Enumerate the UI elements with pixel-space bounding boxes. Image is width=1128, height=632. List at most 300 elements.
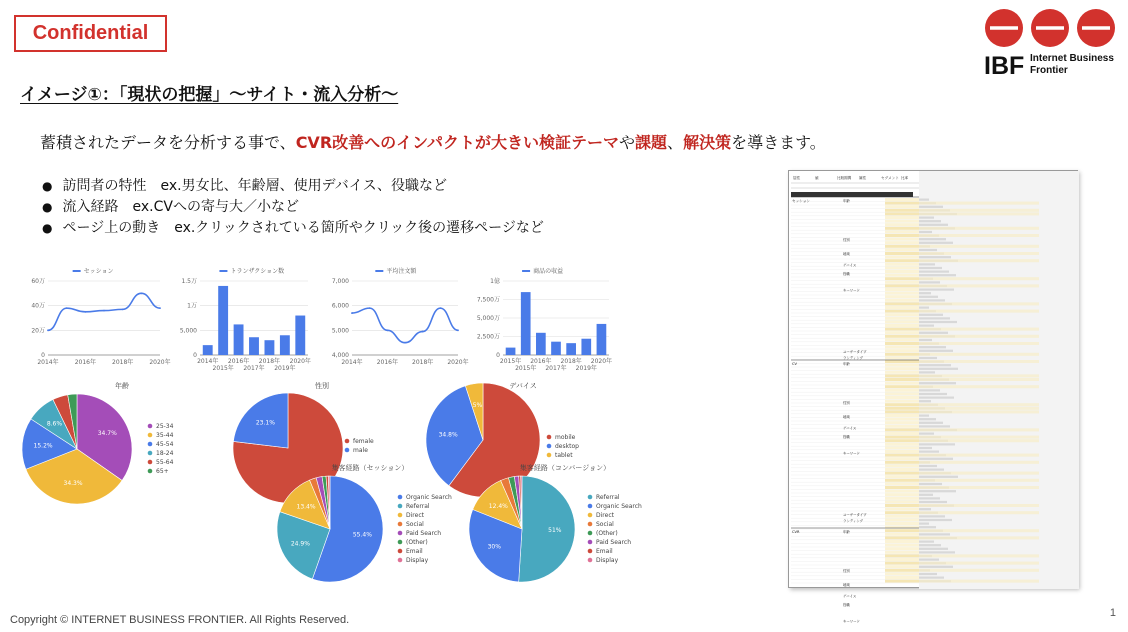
- bar: [521, 292, 531, 355]
- report-blur-bar: [919, 397, 954, 399]
- report-highlight: [919, 302, 1039, 305]
- report-cell: [885, 504, 919, 507]
- chart-title: 性別: [315, 382, 329, 390]
- report-cell: [885, 227, 919, 230]
- legend-swatch: [148, 442, 153, 447]
- legend-label: (Other): [596, 530, 618, 538]
- report-highlight: [919, 378, 1039, 381]
- report-row-label: 地域: [843, 583, 850, 588]
- bar: [249, 337, 259, 355]
- legend-swatch: [547, 444, 552, 449]
- sessions-line-chart: [24, 262, 176, 374]
- report-blur-bar: [919, 573, 937, 575]
- legend-swatch: [398, 495, 403, 500]
- y-tick-label: 1万: [187, 302, 197, 310]
- series-line: [352, 308, 458, 343]
- chart-title: 集客経路（コンバージョン）: [519, 464, 611, 472]
- report-blur-bar: [919, 292, 931, 294]
- report-cell: [885, 349, 919, 352]
- report-cell: [885, 500, 919, 503]
- report-cell: [885, 270, 919, 273]
- report-cell: [885, 410, 919, 413]
- legend-label: Organic Search: [406, 494, 452, 502]
- report-blur-bar: [919, 433, 934, 435]
- report-blur-bar: [919, 400, 931, 402]
- report-cell: [885, 439, 919, 442]
- report-highlight: [919, 529, 1039, 532]
- report-highlight: [919, 472, 1039, 475]
- ibf-logo: [982, 8, 1118, 78]
- report-cell: [885, 378, 919, 381]
- report-cell: [885, 223, 919, 226]
- report-blur-bar: [919, 321, 957, 323]
- report-blur-bar: [919, 551, 955, 553]
- report-header: 属性: [859, 176, 867, 180]
- data-point: [66, 307, 68, 309]
- report-header: セグメント: [881, 176, 899, 180]
- report-cell: [885, 576, 919, 579]
- legend-label: (Other): [406, 539, 428, 547]
- report-row-label: 性別: [843, 401, 850, 406]
- report-cell: [885, 292, 919, 295]
- report-cell: [885, 403, 919, 406]
- report-header: 屈性: [793, 176, 801, 180]
- x-tick-label: 2014年: [197, 358, 219, 365]
- legend-swatch: [588, 531, 593, 536]
- report-cell: [885, 313, 919, 316]
- bullet-item: ● 訪問者の特性 ex.男女比、年齢層、使用デバイス、役職など: [42, 176, 544, 197]
- slice-label: 13.4%: [296, 503, 316, 511]
- report-blur-bar: [919, 465, 937, 467]
- report-blur-bar: [919, 422, 943, 424]
- x-tick-label: 2016年: [530, 358, 552, 365]
- legend-swatch: [398, 558, 403, 563]
- report-cell: [885, 209, 919, 212]
- report-blur-bar: [919, 263, 935, 265]
- revenue-bar-chart: [470, 262, 616, 377]
- legend-label: トランザクション数: [230, 268, 285, 275]
- report-blur-bar: [919, 476, 958, 478]
- bar: [203, 345, 213, 355]
- legend-swatch: [588, 495, 593, 500]
- report-cell: [885, 238, 919, 241]
- report-blur-bar: [919, 443, 955, 445]
- report-blur-bar: [919, 544, 941, 546]
- report-highlight: [919, 479, 1039, 482]
- report-header: 比率: [901, 176, 909, 180]
- report-blur-bar: [919, 451, 939, 453]
- report-cell: [885, 479, 919, 482]
- data-point: [140, 292, 142, 294]
- report-blur-bar: [919, 577, 944, 579]
- report-cell: [885, 572, 919, 575]
- report-cell: [885, 418, 919, 421]
- report-highlight: [919, 277, 1039, 280]
- legend-swatch: [398, 540, 403, 545]
- report-cell: [885, 464, 919, 467]
- report-cell: [885, 562, 919, 565]
- report-row-label: キーワード: [843, 619, 860, 624]
- slice-label: 34.3%: [63, 479, 83, 487]
- logo-mark: IBF: [984, 52, 1025, 80]
- pie-slice: [519, 476, 575, 582]
- y-tick-label: 0: [496, 352, 500, 359]
- report-highlight: [919, 385, 1039, 388]
- report-cell: [885, 302, 919, 305]
- legend-swatch: [398, 549, 403, 554]
- report-row-label: キーワード: [843, 288, 860, 293]
- report-cell: [885, 356, 919, 359]
- report-highlight: [919, 580, 1039, 583]
- slice-label: 51%: [548, 527, 562, 535]
- report-blur-bar: [919, 490, 956, 492]
- y-tick-label: 7,500万: [476, 296, 500, 304]
- report-cell: [885, 364, 919, 367]
- report-highlight: [919, 486, 1039, 489]
- legend-swatch: [148, 451, 153, 456]
- report-highlight: [919, 209, 1039, 212]
- report-blur-bar: [919, 541, 934, 543]
- report-cell: [885, 482, 919, 485]
- y-tick-label: 5,000: [331, 327, 349, 335]
- copyright-footer: Copyright © INTERNET BUSINESS FRONTIER. All Rights Reserved.: [10, 614, 350, 626]
- report-cell: [885, 256, 919, 259]
- report-row-label: ユーザータイプ: [843, 350, 867, 355]
- data-point: [103, 310, 105, 312]
- report-cell: [885, 198, 919, 201]
- report-blur-bar: [919, 267, 942, 269]
- report-blur-bar: [919, 497, 940, 499]
- legend-label: 45-54: [156, 441, 174, 449]
- report-cell: [885, 342, 919, 345]
- x-tick-label: 2016年: [74, 359, 96, 366]
- legend-label: 25-34: [156, 423, 174, 431]
- bar: [234, 324, 244, 355]
- report-row-label: デバイス: [843, 263, 857, 268]
- report-blur-bar: [919, 339, 932, 341]
- report-cell: [885, 306, 919, 309]
- y-tick-label: 7,000: [331, 278, 349, 285]
- bar: [506, 348, 516, 355]
- transactions-bar-chart: [176, 262, 316, 377]
- report-blur-bar: [919, 317, 950, 319]
- bar: [536, 333, 546, 355]
- report-row-label: 地域: [843, 415, 850, 420]
- bar: [551, 342, 561, 355]
- lead-text: 蓄積されたデータを分析する事で、CVR改善へのインパクトが大きい検証テーマや課題、解決策を導きます。: [40, 133, 826, 152]
- report-cell: [885, 558, 919, 561]
- report-blur-bar: [919, 483, 942, 485]
- report-cell: [885, 454, 919, 457]
- report-row-label: 年齢: [843, 362, 850, 366]
- report-highlight: [919, 562, 1039, 565]
- report-blur-bar: [919, 494, 933, 496]
- report-cell: [885, 443, 919, 446]
- legend-label: Referral: [596, 494, 620, 502]
- report-cell: [885, 371, 919, 374]
- report-row-label: 役職: [843, 271, 850, 276]
- report-cell: [885, 212, 919, 215]
- data-point: [84, 311, 86, 313]
- report-cell: [885, 248, 919, 251]
- slice-label: 5%: [472, 402, 483, 410]
- x-tick-label: 2019年: [575, 365, 597, 372]
- logo-line1: Internet Business: [1030, 53, 1114, 64]
- report-cell: [885, 317, 919, 320]
- report-blur-bar: [919, 469, 944, 471]
- data-point: [47, 329, 49, 331]
- report-blur-bar: [919, 389, 940, 391]
- analysis-report-table: [788, 170, 1078, 624]
- legend-swatch: [148, 424, 153, 429]
- legend-label: 商品の収益: [533, 268, 564, 275]
- report-highlight: [919, 511, 1039, 514]
- report-cell: [885, 202, 919, 205]
- data-point: [159, 307, 161, 309]
- bar: [280, 335, 290, 355]
- legend-label: Email: [596, 548, 613, 556]
- legend-label: mobile: [555, 434, 576, 442]
- report-cell: [885, 508, 919, 511]
- report-blur-bar: [919, 271, 949, 273]
- report-row-label: 地域: [843, 252, 850, 257]
- x-tick-label: 2015年: [212, 365, 234, 372]
- legend-label: Direct: [406, 512, 424, 520]
- report-cell: [885, 457, 919, 460]
- legend-swatch: [345, 439, 350, 444]
- y-tick-label: 1.5万: [181, 278, 197, 285]
- slice-label: 12.4%: [488, 503, 508, 511]
- report-blur-bar: [919, 458, 953, 460]
- legend-label: 平均注文額: [386, 268, 417, 275]
- report-highlight: [919, 234, 1039, 237]
- report-cell: [885, 277, 919, 280]
- legend-label: 35-44: [156, 432, 174, 440]
- report-row-label: キーワード: [843, 451, 860, 456]
- confidential-label: Confidential: [14, 15, 167, 52]
- bar: [264, 340, 274, 355]
- x-tick-label: 2016年: [227, 358, 250, 365]
- x-tick-label: 2018年: [112, 359, 134, 366]
- report-highlight: [919, 428, 1039, 431]
- report-blur-bar: [919, 418, 936, 420]
- report-highlight: [919, 335, 1039, 338]
- x-tick-label: 2020年: [289, 358, 311, 365]
- report-blur-bar: [919, 566, 953, 568]
- data-point: [439, 307, 441, 309]
- y-tick-label: 40万: [31, 302, 45, 310]
- legend-swatch: [588, 558, 593, 563]
- report-highlight: [919, 536, 1039, 539]
- y-tick-label: 6,000: [331, 302, 349, 310]
- legend-swatch: [398, 504, 403, 509]
- report-cell: [885, 338, 919, 341]
- report-cell: [885, 551, 919, 554]
- report-highlight: [919, 342, 1039, 345]
- chart-title: 年齢: [115, 382, 129, 390]
- report-highlight: [919, 569, 1039, 572]
- report-group-label: CVR: [792, 530, 800, 534]
- report-highlight: [919, 374, 1039, 377]
- report-blur-bar: [919, 415, 929, 417]
- report-blur-bar: [919, 526, 936, 528]
- report-blur-bar: [919, 548, 948, 550]
- report-cell: [885, 414, 919, 417]
- data-point: [369, 307, 371, 309]
- slice-label: 8.6%: [46, 420, 63, 428]
- bar: [566, 343, 576, 355]
- report-row-label: ユーザータイプ: [843, 513, 867, 518]
- report-highlight: [919, 284, 1039, 287]
- report-row-label: ランディング: [843, 518, 864, 523]
- report-blur-bar: [919, 199, 929, 201]
- legend-label: Direct: [596, 512, 614, 520]
- report-cell: [885, 472, 919, 475]
- slice-label: 24.9%: [290, 540, 310, 548]
- report-cell: [885, 274, 919, 277]
- report-blur-bar: [919, 238, 946, 240]
- bullet-item: ● ページ上の動き ex.クリックされている箇所やクリック後の遷移ページなど: [42, 218, 544, 239]
- report-highlight: [919, 328, 1039, 331]
- report-cell: [885, 450, 919, 453]
- report-highlight: [919, 407, 1039, 410]
- bar: [581, 339, 591, 355]
- legend-label: Paid Search: [406, 530, 442, 538]
- report-cell: [885, 252, 919, 255]
- report-blur-bar: [919, 325, 934, 327]
- legend-label: 55-64: [156, 459, 174, 467]
- x-tick-label: 2019年: [274, 365, 296, 372]
- legend-label: Display: [596, 557, 619, 565]
- report-blur-bar: [919, 289, 954, 291]
- report-blur-bar: [919, 217, 934, 219]
- report-blur-bar: [919, 314, 943, 316]
- report-cell: [885, 245, 919, 248]
- report-row-label: 年齢: [843, 530, 850, 534]
- report-blur-bar: [919, 206, 943, 208]
- report-row-label: デバイス: [843, 426, 857, 431]
- x-tick-label: 2018年: [560, 358, 582, 365]
- report-cell: [885, 281, 919, 284]
- y-tick-label: 0: [193, 352, 197, 359]
- report-row-label: 年齢: [843, 199, 850, 203]
- legend-label: desktop: [555, 443, 579, 451]
- report-blur-bar: [919, 425, 950, 427]
- report-blur-bar: [919, 515, 945, 517]
- report-blur-bar: [919, 346, 946, 348]
- report-highlight: [919, 360, 1039, 363]
- slice-label: 23.1%: [255, 419, 275, 427]
- report-blur-bar: [919, 224, 948, 226]
- legend-label: Social: [596, 521, 614, 529]
- report-cell: [885, 205, 919, 208]
- legend-swatch: [547, 435, 552, 440]
- report-blur-bar: [919, 364, 951, 366]
- bullet-item: ● 流入経路 ex.CVへの寄与大／小など: [42, 197, 544, 218]
- report-cell: [885, 468, 919, 471]
- legend-swatch: [588, 549, 593, 554]
- report-sheet: [789, 171, 1079, 624]
- legend-swatch: [588, 513, 593, 518]
- report-row-label: 役職: [843, 434, 850, 439]
- legend-swatch: [398, 531, 403, 536]
- series-line: [48, 293, 160, 330]
- report-cell: [885, 385, 919, 388]
- legend-swatch: [588, 540, 593, 545]
- report-group-label: CV: [792, 362, 797, 366]
- report-cell: [885, 320, 919, 323]
- legend-label: Referral: [406, 503, 430, 511]
- report-cell: [885, 396, 919, 399]
- report-highlight: [919, 410, 1039, 413]
- report-blur-bar: [919, 519, 952, 521]
- report-cell: [885, 310, 919, 313]
- slice-label: 34.8%: [438, 431, 458, 439]
- report-cell: [885, 536, 919, 539]
- x-tick-label: 2014年: [37, 359, 59, 366]
- report-cell: [885, 216, 919, 219]
- report-blur-bar: [919, 382, 956, 384]
- report-blur-bar: [919, 249, 937, 251]
- slice-label: 15.2%: [33, 442, 53, 450]
- report-cell: [885, 547, 919, 550]
- report-row-label: デバイス: [843, 594, 857, 599]
- x-tick-label: 2020年: [447, 359, 469, 366]
- y-tick-label: 5,000万: [476, 315, 500, 322]
- x-tick-label: 2018年: [258, 358, 281, 365]
- report-blur-bar: [919, 242, 953, 244]
- channel-conversion-pie-chart: [455, 456, 645, 586]
- report-cell: [885, 497, 919, 500]
- report-cell: [885, 518, 919, 521]
- y-tick-label: 2,500万: [476, 333, 500, 341]
- slide-title: イメージ①：「現状の把握」～サイト・流入分析～: [20, 85, 399, 105]
- x-tick-label: 2014年: [341, 359, 363, 366]
- report-blur-bar: [919, 220, 941, 222]
- report-blur-bar: [919, 501, 947, 503]
- data-point: [457, 329, 459, 331]
- report-cell: [885, 324, 919, 327]
- report-cell: [885, 486, 919, 489]
- report-highlight: [919, 461, 1039, 464]
- report-blur-bar: [919, 371, 935, 373]
- report-row-label: 性別: [843, 569, 850, 574]
- report-blur-bar: [919, 447, 932, 449]
- bar: [597, 324, 607, 355]
- y-tick-label: 20万: [31, 327, 45, 335]
- report-cell: [885, 432, 919, 435]
- report-cell: [885, 544, 919, 547]
- report-highlight: [919, 252, 1039, 255]
- report-cell: [885, 295, 919, 298]
- report-highlight: [919, 504, 1039, 507]
- legend-swatch: [588, 504, 593, 509]
- report-blur-bar: [919, 274, 956, 276]
- x-tick-label: 2020年: [149, 359, 171, 366]
- data-point: [122, 308, 124, 310]
- report-row-label: 性別: [843, 238, 850, 243]
- data-point: [404, 342, 406, 344]
- report-cell: [885, 540, 919, 543]
- report-cell: [885, 569, 919, 572]
- report-blur-bar: [919, 281, 940, 283]
- slice-label: 34.7%: [97, 430, 117, 438]
- report-row-label: ランディング: [843, 355, 864, 360]
- y-tick-label: 60万: [31, 278, 45, 285]
- report-blur-bar: [919, 368, 958, 370]
- legend-label: Email: [406, 548, 423, 556]
- report-cell: [885, 407, 919, 410]
